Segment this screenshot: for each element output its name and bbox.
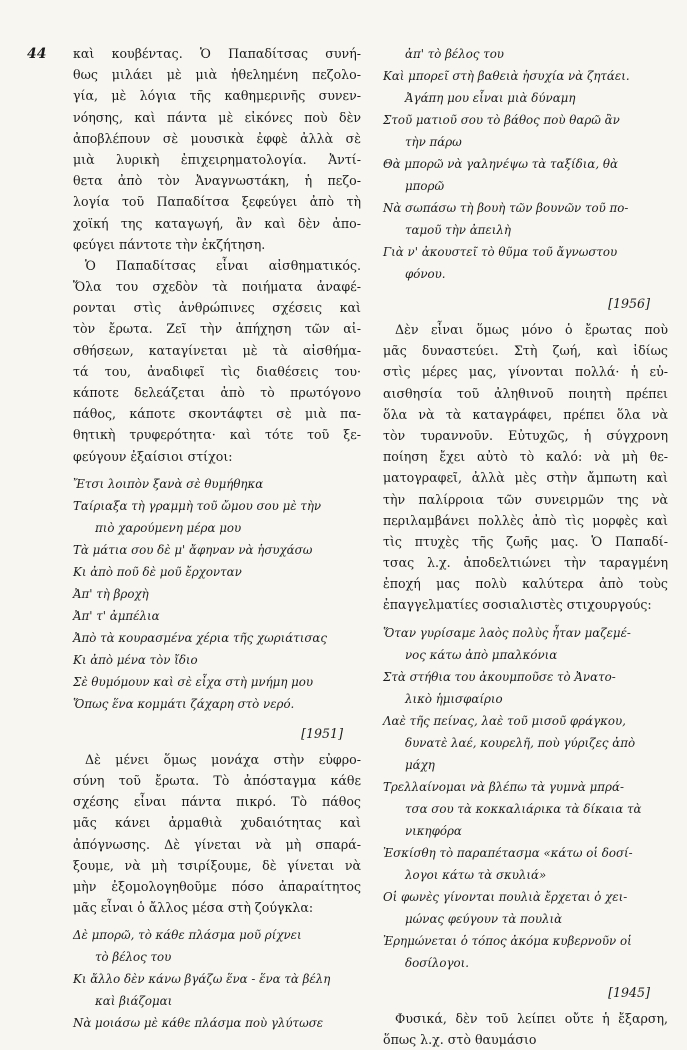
text-line: μιὰ λυρικὴ ἐπιχειρηματολογία. Ἀντί- — [73, 151, 361, 167]
verse-line: Λαὲ τῆς πείνας, λαὲ τοῦ μισοῦ φράγκου, — [383, 713, 626, 728]
verse-line: Τρελλαίνομαι νὰ βλέπω τὰ γυμνὰ μπρά- — [383, 779, 624, 794]
text-line: Ὅλα του σχεδὸν τὰ ποιήματα ἀναφέ- — [73, 279, 361, 295]
text-line: στὶς μέρες μας, γίνονται πολλά· ἡ εὐ- — [383, 364, 668, 380]
paragraph — [383, 1008, 668, 1050]
verse-line: Στὰ στήθια του ἀκουμποῦσε τὸ Ἀνατο- — [383, 669, 616, 684]
text-line: αισθησία τοῦ ἀληθινοῦ ποιητὴ πρέπει — [383, 385, 668, 401]
text-line: μᾶς δυναστεύει. Στὴ ζωή, καὶ ἰδίως — [383, 343, 668, 359]
text-line: κάποτε δελεάζεται ἀπὸ τὸ πρωτόγονο — [73, 385, 361, 400]
text-line: μᾶς κάνει ἀρμαθιὰ χυδαιότητας καὶ — [73, 815, 361, 831]
verse-line: τὸ βέλος του — [95, 950, 172, 965]
text-line: τὸν τυραννοῦν. Εὐτυχῶς, ἡ σύγχρονη — [383, 427, 668, 443]
text-line: Φυσικά, δὲν τοῦ λείπει οὔτε ἡ ἔξαρση, — [395, 1010, 668, 1026]
text-line: χοϊκή της καταγωγή, ἂν καὶ δὲν ἀπο- — [73, 215, 361, 231]
verse-line: δυνατὲ λαέ, κουρελῆ, ποὺ γύριζες ἀπὸ — [405, 735, 636, 750]
paragraph — [73, 43, 361, 255]
page-number: 44 — [27, 46, 47, 62]
text-line: πάθος, κάποτε σκοντάφτει σὲ μιὰ πα- — [73, 406, 361, 422]
verse-line: καὶ βιάζομαι — [95, 994, 173, 1009]
text-line: φεύγουν ἐξαίσιοι στίχοι: — [73, 448, 233, 464]
text-line: φεύγει πάντοτε τὴν ἐκζήτηση. — [73, 236, 266, 252]
verse-line: φόνου. — [405, 267, 446, 281]
text-line: ξουμε, νὰ μὴ τσιρίξουμε, δὲ γίνεται νὰ — [73, 857, 361, 873]
poem-year: [1945] — [608, 984, 650, 1000]
text-line: καὶ κουβέντας. Ὁ Παπαδίτσας συνή- — [73, 46, 361, 61]
verse-line: λογοι κάτω τὰ σκυλιά» — [405, 867, 547, 882]
verse-line: Ἀπὸ τὰ κουρασμένα χέρια τῆς χωριάτισας — [73, 630, 327, 645]
verse-line: Ἀγάπη μου εἶναι μιὰ δύναμη — [405, 91, 576, 105]
text-line: τὶς πτυχὲς τῆς ζωῆς μας. Ὁ Παπαδί- — [383, 533, 668, 549]
verse-line: ταμοῦ τὴν ἀπειλὴ — [405, 223, 511, 237]
verse-line: Τὰ μάτια σου δὲ μ' ἄφηναν νὰ ἡσυχάσω — [73, 542, 313, 557]
verse-line: Νὰ σωπάσω τὴ βουὴ τῶν βουνῶν τοῦ πο- — [383, 201, 629, 215]
text-line: σχέσης εἶναι πάντα πικρό. Τὸ πάθος — [73, 794, 361, 810]
verse-line: Ἔτσι λοιπὸν ξανὰ σὲ θυμήθηκα — [73, 476, 264, 491]
text-line: τὴν παλίρροια τῶν συνειρμῶν της νὰ — [383, 491, 668, 507]
text-line: ἐπαγγελματίες σοσιαλιστὲς στιχουργούς: — [383, 597, 652, 613]
right-column — [383, 43, 668, 1050]
verse-line: Ἐρημώνεται ὁ τόπος ἀκόμα κυβερνοῦν οἱ — [383, 933, 632, 948]
text-line: Ὁ Παπαδίτσας εἶναι αἰσθηματικός. — [85, 257, 361, 273]
text-line: μὴν ἐξομολογηθοῦμε πόσο ἀπαραίτητος — [73, 878, 361, 894]
verse-line: νικηφόρα — [405, 823, 462, 838]
poem-quote — [73, 924, 361, 1034]
text-line: θως μιλάει μὲ μιὰ ἠθελημένη πεζολο- — [73, 67, 361, 83]
text-line: ρονται στὶς ἀνθρώπινες σχέσεις καὶ — [73, 300, 361, 316]
verse-line: Κι ἀπὸ μένα τὸν ἴδιο — [73, 652, 198, 667]
verse-line: μάχη — [405, 757, 435, 772]
verse-line: Ὅταν γυρίσαμε λαὸς πολὺς ἦταν μαζεμέ- — [383, 625, 631, 640]
text-line: σθήσεων, καταγίνεται μὲ τὰ αἰσθήμα- — [73, 342, 361, 358]
text-line: τά του, ἀναδιφεῖ τὶς διαθέσεις του· — [73, 363, 361, 379]
text-line: περιλαμβάνει πολλὲς ἀπὸ τὶς μορφὲς καὶ — [383, 512, 668, 528]
verse-line: Ἐσκίσθη τὸ παραπέτασμα «κάτω οἱ δοσί- — [383, 845, 633, 860]
text-line: ἀποβλέπουν σὲ μουσικὰ ἐφφὲ ἀλλὰ σὲ — [73, 130, 361, 146]
verse-line: ἀπ' τὸ βέλος του — [405, 47, 504, 61]
verse-line: Γιὰ ν' ἀκουστεῖ τὸ θῦμα τοῦ ἄγνωστου — [383, 245, 618, 259]
poem-quote — [73, 473, 361, 715]
verse-line: Θὰ μπορῶ νὰ γαληνέψω τὰ ταξίδια, θὰ — [383, 157, 618, 171]
verse-line: τσα σου τὰ κοκκαλιάρικα τὰ δίκαια τὰ — [405, 801, 642, 816]
text-line: λογία τοῦ Παπαδίτσα ξεφεύγει ἀπὸ τὴ — [73, 194, 361, 210]
verse-line: Ἀπ' τὴ βροχὴ — [73, 586, 149, 601]
verse-line: Οἱ φωνὲς γίνονται πουλιὰ ἔρχεται ὁ χει- — [383, 889, 628, 904]
verse-line: Κι ἀπὸ ποῦ δὲ μοῦ ἔρχονταν — [73, 564, 242, 579]
text-line: νόησης, καὶ πάντα μὲ εἰκόνες ποὺ δὲν — [73, 109, 361, 125]
verse-line: νος κάτω ἀπὸ μπαλκόνια — [405, 647, 558, 662]
verse-line: Καὶ μπορεῖ στὴ βαθειὰ ἡσυχία νὰ ζητάει. — [383, 69, 630, 83]
verse-line: μπορῶ — [405, 179, 445, 193]
verse-line: Ἀπ' τ' ἀμπέλια — [73, 608, 160, 623]
paragraph — [383, 319, 668, 616]
verse-line: Δὲ μπορῶ, τὸ κάθε πλάσμα μοῦ ρίχνει — [73, 928, 302, 943]
verse-line: Κι ἄλλο δὲν κάνω βγάζω ἕνα - ἕνα τὰ βέλη — [73, 972, 331, 987]
poem-year: [1956] — [608, 296, 650, 311]
verse-line: πιὸ χαρούμενη μέρα μου — [95, 520, 242, 535]
text-line: ὅλα νὰ τὰ καταγράφει, πρέπει ὅλα νὰ — [383, 406, 668, 422]
text-line: θητικὴ τρυφερότητα· καὶ τότε τοῦ ξε- — [73, 427, 361, 443]
verse-line: Νὰ μοιάσω μὲ κάθε πλάσμα ποὺ γλύτωσε — [73, 1016, 324, 1031]
verse-line: λικὸ ἡμισφαίριο — [405, 691, 503, 706]
text-line: γία, μὲ λόγια τῆς καθημερινῆς συνεν- — [73, 88, 361, 104]
verse-line: Στοῦ ματιοῦ σου τὸ βάθος ποὺ θαρῶ ἂν — [383, 113, 620, 127]
verse-line: τὴν πάρω — [405, 135, 462, 149]
text-line: τὸν ἔρωτα. Ζεῖ τὴν ἀπήχηση τῶν αἰ- — [73, 321, 361, 337]
text-line: ὅπως λ.χ. στὸ θαυμάσιο — [383, 1031, 537, 1047]
left-column — [73, 43, 361, 1042]
text-line: ἐποχή μας πολὺ καλύτερα ἀπὸ τοὺς — [383, 576, 668, 592]
verse-line: Σὲ θυμόμουν καὶ σὲ εἶχα στὴ μνήμη μου — [73, 674, 314, 689]
text-line: Δὲν εἶναι ὅμως μόνο ὁ ἔρωτας ποὺ — [395, 322, 668, 337]
paragraph — [73, 749, 361, 919]
text-line: ποίηση ἔχει αὐτὸ τὸ καλό: νὰ μὴ θε- — [383, 449, 668, 465]
poem-year: [1951] — [301, 725, 343, 741]
poem-quote — [383, 43, 668, 285]
text-line: σύνη τοῦ ἔρωτα. Τὸ ἀπόσταγμα κάθε — [73, 772, 361, 788]
verse-line: Ὅπως ἕνα κομμάτι ζάχαρη στὸ νερό. — [73, 696, 295, 711]
verse-line: μώνας φεύγουν τὰ πουλιὰ — [405, 911, 563, 926]
verse-line: δοσίλογοι. — [405, 955, 469, 970]
text-line: τσας λ.χ. ἀποδελτιώνει τὴν ταραγμένη — [383, 555, 668, 571]
verse-line: Ταίριαξα τὴ γραμμὴ τοῦ ὤμου σου μὲ τὴν — [73, 498, 322, 513]
text-line: ματογραφεῖ, ἀλλὰ μὲς στὴν ἄμπωτη καὶ — [383, 470, 668, 486]
poem-quote — [383, 622, 668, 974]
text-line: μᾶς εἶναι ὁ ἄλλος μέσα στὴ ζούγκλα: — [73, 900, 314, 916]
text-line: Δὲ μένει ὅμως μονάχα στὴν εὐφρο- — [85, 751, 361, 767]
text-line: θετα ἀπὸ τὸν Ἀναγνωστάκη, ἡ πεζο- — [73, 173, 361, 189]
paragraph — [73, 255, 361, 467]
text-line: ἀπόγνωσης. Δὲ γίνεται νὰ μὴ σπαρά- — [73, 836, 361, 852]
